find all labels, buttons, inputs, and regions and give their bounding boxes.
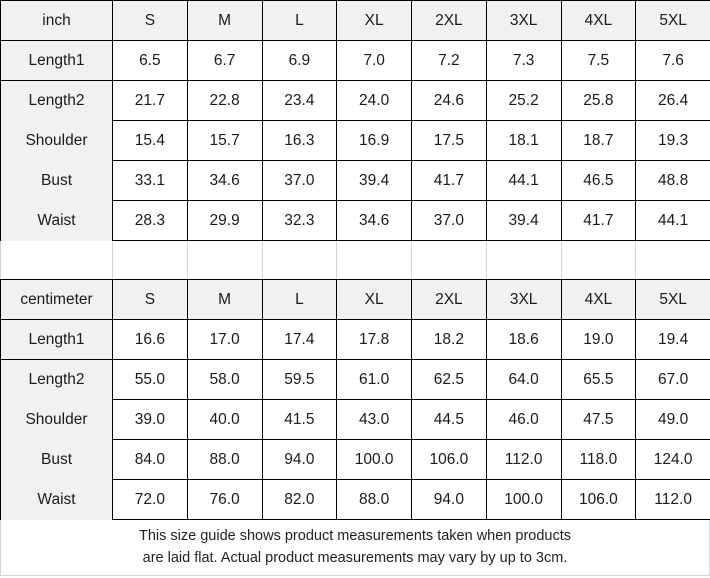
table-row <box>1 121 710 161</box>
measurement-cell: 82.0 <box>262 480 337 520</box>
row-label: Shoulder <box>1 121 113 161</box>
spacer-cell <box>412 241 487 279</box>
footer-note-line: This size guide shows product measurements taken when products <box>139 527 571 544</box>
measurement-cell: 33.1 <box>113 161 188 201</box>
size-column-header: L <box>262 280 337 320</box>
measurement-cell: 19.0 <box>561 320 636 360</box>
unit-header-cell: inch <box>1 1 113 41</box>
measurement-cell: 32.3 <box>262 201 337 241</box>
footer-note <box>0 520 710 576</box>
measurement-cell: 41.5 <box>262 400 337 440</box>
row-label: Shoulder <box>1 400 113 440</box>
size-column-header: M <box>187 280 262 320</box>
table-row <box>1 320 710 360</box>
measurement-cell: 18.1 <box>486 121 561 161</box>
measurement-cell: 112.0 <box>636 480 710 520</box>
measurement-cell: 26.4 <box>636 81 710 121</box>
inch-size-table <box>0 0 710 241</box>
table-row <box>1 440 710 480</box>
measurement-cell: 7.6 <box>636 41 710 81</box>
size-column-header: L <box>262 1 337 41</box>
measurement-cell: 17.8 <box>337 320 412 360</box>
size-column-header: S <box>113 280 188 320</box>
measurement-cell: 6.5 <box>113 41 188 81</box>
measurement-cell: 25.8 <box>561 81 636 121</box>
measurement-cell: 44.1 <box>636 201 710 241</box>
size-column-header: S <box>113 1 188 41</box>
measurement-cell: 41.7 <box>561 201 636 241</box>
measurement-cell: 106.0 <box>412 440 487 480</box>
centimeter-size-table <box>0 279 710 520</box>
measurement-cell: 21.7 <box>113 81 188 121</box>
measurement-cell: 16.6 <box>113 320 188 360</box>
size-column-header: 2XL <box>412 1 487 41</box>
row-label: Waist <box>1 201 113 241</box>
measurement-cell: 25.2 <box>486 81 561 121</box>
spacer-cell <box>636 241 710 279</box>
measurement-cell: 39.4 <box>337 161 412 201</box>
measurement-cell: 88.0 <box>187 440 262 480</box>
measurement-cell: 44.5 <box>412 400 487 440</box>
measurement-cell: 19.3 <box>636 121 710 161</box>
size-column-header: XL <box>337 280 412 320</box>
measurement-cell: 37.0 <box>412 201 487 241</box>
measurement-cell: 67.0 <box>636 360 710 400</box>
measurement-cell: 34.6 <box>187 161 262 201</box>
row-label: Bust <box>1 440 113 480</box>
table-row <box>1 360 710 400</box>
measurement-cell: 100.0 <box>486 480 561 520</box>
measurement-cell: 88.0 <box>337 480 412 520</box>
measurement-cell: 94.0 <box>412 480 487 520</box>
measurement-cell: 18.6 <box>486 320 561 360</box>
measurement-cell: 29.9 <box>187 201 262 241</box>
measurement-cell: 100.0 <box>337 440 412 480</box>
row-label: Length2 <box>1 360 113 400</box>
row-label: Length2 <box>1 81 113 121</box>
measurement-cell: 39.0 <box>113 400 188 440</box>
spacer-cell <box>337 241 412 279</box>
measurement-cell: 64.0 <box>486 360 561 400</box>
size-column-header: 3XL <box>486 280 561 320</box>
row-label: Length1 <box>1 320 113 360</box>
measurement-cell: 7.5 <box>561 41 636 81</box>
measurement-cell: 7.3 <box>486 41 561 81</box>
spacer-cell <box>486 241 561 279</box>
measurement-cell: 112.0 <box>486 440 561 480</box>
measurement-cell: 17.0 <box>187 320 262 360</box>
row-label: Waist <box>1 480 113 520</box>
measurement-cell: 22.8 <box>187 81 262 121</box>
size-column-header: 4XL <box>561 280 636 320</box>
measurement-cell: 18.7 <box>561 121 636 161</box>
measurement-cell: 41.7 <box>412 161 487 201</box>
measurement-cell: 19.4 <box>636 320 710 360</box>
measurement-cell: 40.0 <box>187 400 262 440</box>
size-column-header: 5XL <box>636 1 710 41</box>
measurement-cell: 17.5 <box>412 121 487 161</box>
measurement-cell: 24.0 <box>337 81 412 121</box>
measurement-cell: 76.0 <box>187 480 262 520</box>
measurement-cell: 6.9 <box>262 41 337 81</box>
size-column-header: 2XL <box>412 280 487 320</box>
measurement-cell: 118.0 <box>561 440 636 480</box>
spacer-cell <box>262 241 337 279</box>
measurement-cell: 124.0 <box>636 440 710 480</box>
measurement-cell: 37.0 <box>262 161 337 201</box>
measurement-cell: 15.4 <box>113 121 188 161</box>
measurement-cell: 46.0 <box>486 400 561 440</box>
size-column-header: 3XL <box>486 1 561 41</box>
measurement-cell: 15.7 <box>187 121 262 161</box>
centimeter-header-row <box>1 280 710 320</box>
measurement-cell: 34.6 <box>337 201 412 241</box>
spacer-cell <box>113 241 188 279</box>
size-column-header: M <box>187 1 262 41</box>
row-label: Length1 <box>1 41 113 81</box>
measurement-cell: 7.2 <box>412 41 487 81</box>
spacer-row <box>0 241 710 279</box>
measurement-cell: 58.0 <box>187 360 262 400</box>
measurement-cell: 94.0 <box>262 440 337 480</box>
measurement-cell: 16.9 <box>337 121 412 161</box>
table-row <box>1 81 710 121</box>
measurement-cell: 23.4 <box>262 81 337 121</box>
measurement-cell: 84.0 <box>113 440 188 480</box>
measurement-cell: 6.7 <box>187 41 262 81</box>
unit-header-cell: centimeter <box>1 280 113 320</box>
inch-header-row <box>1 1 710 41</box>
measurement-cell: 24.6 <box>412 81 487 121</box>
measurement-cell: 59.5 <box>262 360 337 400</box>
measurement-cell: 65.5 <box>561 360 636 400</box>
table-row <box>1 41 710 81</box>
spacer-cell <box>1 241 113 279</box>
measurement-cell: 48.8 <box>636 161 710 201</box>
measurement-cell: 44.1 <box>486 161 561 201</box>
table-row <box>1 480 710 520</box>
footer-note-line: are laid flat. Actual product measurements may vary by up to 3cm. <box>142 549 568 566</box>
measurement-cell: 72.0 <box>113 480 188 520</box>
spacer-cell <box>561 241 636 279</box>
size-column-header: XL <box>337 1 412 41</box>
measurement-cell: 18.2 <box>412 320 487 360</box>
size-column-header: 5XL <box>636 280 710 320</box>
measurement-cell: 39.4 <box>486 201 561 241</box>
measurement-cell: 43.0 <box>337 400 412 440</box>
measurement-cell: 16.3 <box>262 121 337 161</box>
table-row <box>1 161 710 201</box>
measurement-cell: 46.5 <box>561 161 636 201</box>
measurement-cell: 17.4 <box>262 320 337 360</box>
measurement-cell: 49.0 <box>636 400 710 440</box>
measurement-cell: 28.3 <box>113 201 188 241</box>
size-column-header: 4XL <box>561 1 636 41</box>
table-row <box>1 201 710 241</box>
spacer-cell <box>187 241 262 279</box>
measurement-cell: 7.0 <box>337 41 412 81</box>
row-label: Bust <box>1 161 113 201</box>
measurement-cell: 61.0 <box>337 360 412 400</box>
measurement-cell: 55.0 <box>113 360 188 400</box>
measurement-cell: 47.5 <box>561 400 636 440</box>
table-row <box>1 400 710 440</box>
measurement-cell: 106.0 <box>561 480 636 520</box>
measurement-cell: 62.5 <box>412 360 487 400</box>
